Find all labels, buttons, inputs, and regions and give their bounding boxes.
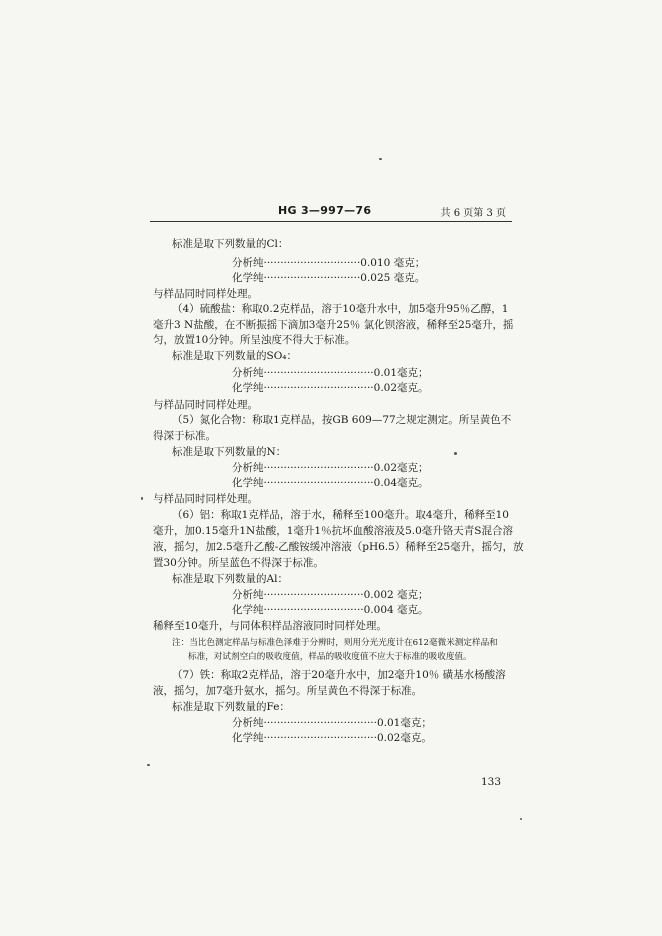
page-info: 共 6 页第 3 页 — [440, 208, 506, 219]
n-standard-intro: 标准是取下列数量的N： — [172, 446, 287, 458]
al-analytical-grade: 分析纯······························0.002 毫克； — [232, 589, 429, 601]
so4-analytical-grade: 分析纯·································0.01毫克； — [232, 367, 429, 379]
cl-same-treatment: 与样品同时同样处理。 — [153, 288, 258, 300]
scan-speck — [141, 497, 143, 500]
aluminium-paragraph-line-4: 置30分钟。所呈蓝色不得深于标准。 — [153, 557, 324, 569]
fe-standard-intro: 标准是取下列数量的Fe： — [172, 701, 290, 713]
cl-standard-intro: 标准是取下列数量的Cl： — [172, 238, 289, 250]
cl-analytical-grade: 分析纯·····························0.010 毫克； — [232, 257, 426, 269]
nitrogen-paragraph-line-2: 得深于标准。 — [153, 430, 216, 442]
nitrogen-paragraph-line-1: （5）氮化合物：称取1克样品，按GB 609—77之规定测定。所呈黄色不 — [172, 414, 512, 426]
so4-chemical-grade: 化学纯·································0.02毫克。 — [232, 382, 429, 394]
aluminium-paragraph-line-3: 液，摇匀，加2.5毫升乙酸-乙酸铵缓冲溶液（pH6.5）稀释至25毫升，摇匀，放 — [153, 541, 524, 553]
cl-chemical-grade: 化学纯·····························0.025 毫克。 — [232, 272, 426, 284]
fe-chemical-grade: 化学纯··································0.02毫克。 — [232, 732, 432, 744]
so4-standard-intro: 标准是取下列数量的SO₄： — [172, 350, 298, 362]
al-dilution-note: 稀释至10毫升，与同体积样品溶液同时同样处理。 — [153, 620, 387, 632]
aluminium-paragraph-line-2: 毫升，加0.15毫升1N盐酸，1毫升1％抗坏血酸溶液及5.0毫升铬天青S混合溶 — [153, 525, 513, 537]
iron-paragraph-line-1: （7）铁：称取2克样品，溶于20毫升水中，加2毫升10％ 磺基水杨酸溶 — [172, 669, 506, 681]
n-analytical-grade: 分析纯·································0.02毫克； — [232, 462, 429, 474]
note-line-1: 注：当比色测定样品与标准色泽难于分辨时，则用分光光度计在612毫微米测定样品和 — [172, 638, 498, 648]
scan-speck — [379, 158, 382, 160]
so4-same-treatment: 与样品同时同样处理。 — [153, 399, 258, 411]
sulfate-paragraph-line-3: 匀，放置10分钟。所呈浊度不得大于标准。 — [153, 334, 356, 346]
scan-speck — [454, 452, 457, 455]
page-header — [150, 200, 510, 222]
n-chemical-grade: 化学纯·································0.04毫克。 — [232, 477, 429, 489]
header-rule — [150, 221, 512, 222]
scan-speck — [147, 764, 150, 766]
scan-speck — [520, 818, 522, 820]
iron-paragraph-line-2: 液，摇匀，加7毫升氨水，摇匀。所呈黄色不得深于标准。 — [153, 685, 423, 697]
al-standard-intro: 标准是取下列数量的Al： — [172, 573, 288, 585]
n-same-treatment: 与样品同时同样处理。 — [153, 493, 258, 505]
standard-code: HG 3—997—76 — [278, 204, 372, 217]
sulfate-paragraph-line-2: 毫升3 N盐酸，在不断振摇下滴加3毫升25％ 氯化钡溶液，稀释至25毫升，摇 — [153, 319, 514, 331]
fe-analytical-grade: 分析纯··································0.01毫克； — [232, 717, 432, 729]
note-line-2: 标准，对试剂空白的吸收度值，样品的吸收度值不应大于标准的吸收度值。 — [188, 652, 472, 662]
page-number: 133 — [481, 776, 502, 788]
aluminium-paragraph-line-1: （6）铝：称取1克样品，溶于水，稀释至100毫升。取4毫升，稀释至10 — [172, 509, 509, 521]
al-chemical-grade: 化学纯······························0.004 毫克。 — [232, 604, 429, 616]
sulfate-paragraph-line-1: （4）硫酸盐：称取0.2克样品，溶于10毫升水中，加5毫升95％乙醇，1 — [172, 303, 509, 315]
